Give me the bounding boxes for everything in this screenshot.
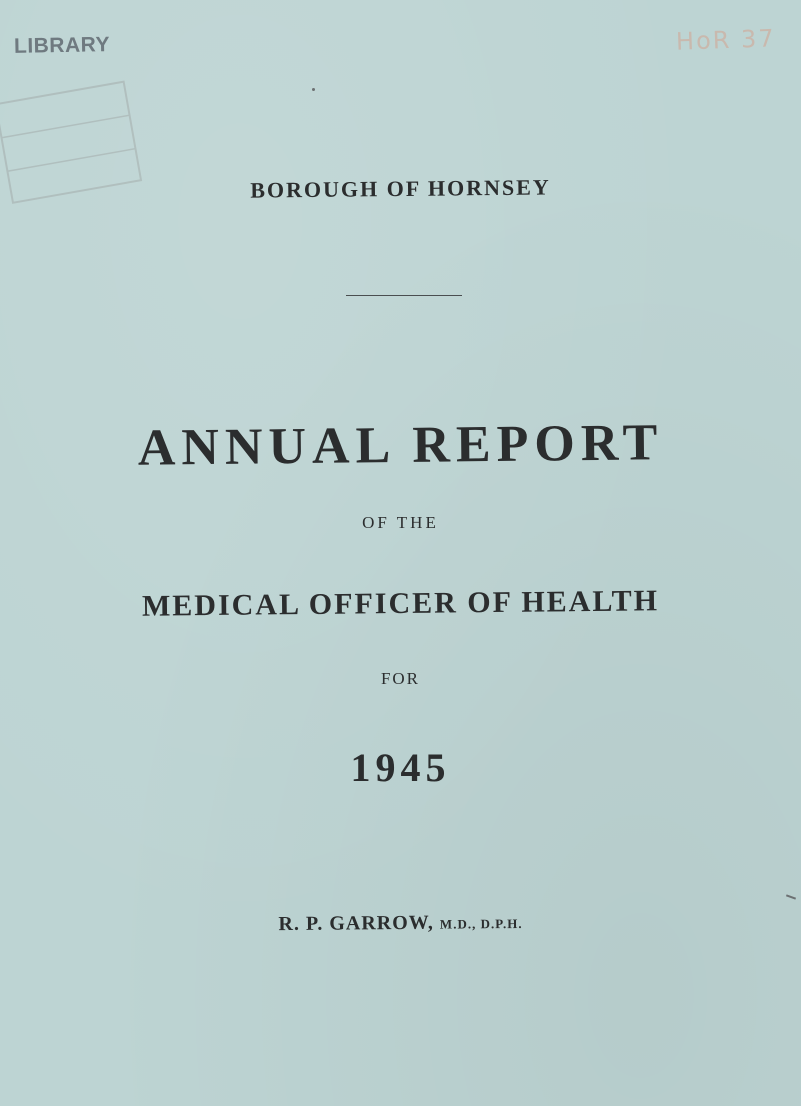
report-subtitle: MEDICAL OFFICER OF HEALTH <box>141 584 660 623</box>
author-name: R. P. GARROW, <box>278 911 434 936</box>
library-stamp: LIBRARY <box>13 33 111 58</box>
report-title: ANNUAL REPORT <box>137 414 664 477</box>
author-line <box>0 909 801 939</box>
report-year: 1945 <box>350 745 451 790</box>
paper-speck <box>312 88 315 91</box>
paper-speck <box>786 894 796 899</box>
author-qualifications: M.D., D.P.H. <box>439 915 523 932</box>
borough-heading: BOROUGH OF HORNSEY <box>250 174 551 203</box>
of-the-label: OF THE <box>362 513 439 532</box>
handwritten-reference: HoR 37 <box>675 24 777 56</box>
for-label: FOR <box>380 669 421 688</box>
title-divider <box>346 295 462 296</box>
